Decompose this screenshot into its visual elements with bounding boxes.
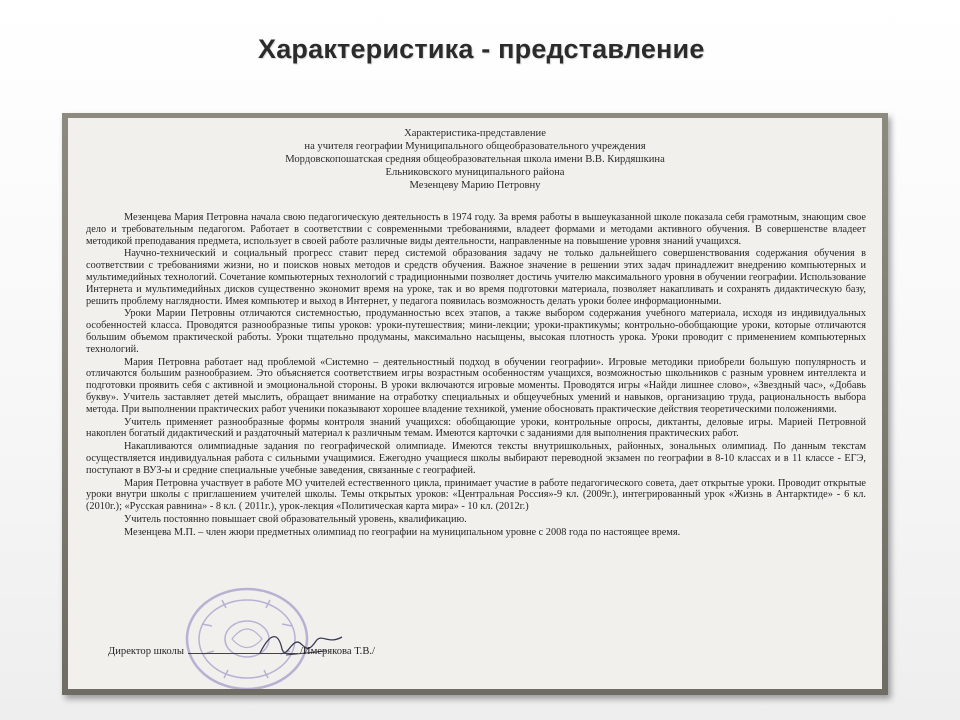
header-line-name: Мезенцеву Марию Петровну	[409, 180, 541, 191]
signature-scribble-icon	[256, 623, 346, 663]
paragraph-8: Учитель постоянно повышает свой образовательный уровень, квалификацию.	[124, 513, 467, 525]
paragraph-2: Научно-технический и социальный прогресс ставит перед системой образования задачу не только дальнейшего совершенствования содержания обучения в соответствии с требованиями жизни, но и поисков новых методов и средств обучения. Важное значение в решении этих задач принадлежит внедрению компьютерных и мультимедийных технологий. Сочетание компьютерных технологий с традиционными позволяет достичь учителю максимального уровня в обучении географии. Использование Интернета и мультимедийных дисков существенно экономит время на уроке, так и во время подготовки материала, позволяет накапливать и сохранять дидактическую базу, решить проблему наглядности. Имея компьютер и выход в Интернет, у педагога появилась возможность делать уроки более информационными.	[86, 248, 866, 307]
document-scan	[62, 113, 888, 695]
paragraph-6: Накапливаются олимпиадные задания по географической олимпиаде. Имеются тексты внутришкольных, районных, зональных олимпиад. По данным текстам осуществляется индивидуальная работа с сильными учащимися. Ежегодно учащиеся школы выбирают переводной экзамен по географии в 8-10 классах и в 11 классе - ЕГЭ, поступают в ВУЗ-ы и средние специальные учебные заведения, связанные с географией.	[86, 441, 866, 476]
header-line-district: Ельниковского муниципального района	[385, 167, 565, 178]
paragraph-5: Учитель применяет разнообразные формы контроля знаний учащихся: обобщающие уроки, контрольные опросы, диктанты, деловые игры. Марией Петровной накоплен богатый дидактический и раздаточный материал к различным темам. Имеются карточки с заданиями для выполнения практических работ.	[86, 416, 866, 440]
header-line-school: Мордовскопошатская средняя общеобразовательная школа имени В.В. Кирдяшкина	[285, 154, 665, 165]
paragraph-1: Мезенцева Мария Петровна начала свою педагогическую деятельность в 1974 году. За время работы в вышеуказанной школе показала себя грамотным, знающим свое дело и требовательным педагогом. Работает в соответствии с современными требованиями, владеет формами и методами активного обучения. В совершенстве владеет методикой преподавания предмета, использует в своей работе различные виды деятельности, направленные на повышение уровня знаний учащихся.	[86, 212, 866, 247]
paragraph-4: Мария Петровна работает над проблемой «Системно – деятельностный подход в обучении географии». Игровые методики приобрели большую популярность и отличаются большим разнообразием. Это объясняется соответствием игры возрастным особенностям учащихся, возможностью школьников с разным уровнем интеллекта и подготовки проявить себя с активной и эмоциональной стороны. В уроки включаются игровые моменты. Проводятся игры «Найди лишнее слово», «Звездный час», «Добавь букву». Учитель заставляет детей мыслить, обращает внимание на отработку специальных и общеучебных умений и навыков, организацию труда, рациональность выбора метода. При выполнении практических работ ученики показывают хорошее владение техникой, умение обосновать практические действия теоретическими положениями.	[86, 356, 866, 415]
paragraph-3: Уроки Марии Петровны отличаются системностью, продуманностью всех этапов, а также выбором содержания учебного материала, исходя из индивидуальных особенностей класса. Проводятся разнообразные типы уроков: уроки-путешествия; мини-лекции; уроки-практикумы; контрольно-обобщающие уроки, которые отличаются большим объемом практической работы. Уроки тщательно продуманы, максимально насыщены, высокая плотность урока. Уроки проводит с применением компьютерных технологий.	[86, 308, 866, 355]
document-body	[86, 206, 866, 540]
document-paper	[68, 118, 882, 689]
slide-title: Характеристика - представление	[258, 34, 705, 64]
signature-role: Директор школы	[108, 646, 184, 657]
signature-name: /Имерякова Т.В./	[299, 646, 375, 657]
paragraph-7: Мария Петровна участвует в работе МО учителей естественного цикла, принимает участие в работе педагогического совета, дает открытые уроки. Проводит открытые уроки внутри школы с приглашением учителей школы. Темы открытых уроков: «Центральная Россия»-9 кл. (2009г.), интегрированный урок «Жизнь в Антарктиде» - 6 кл. (2010г.); «Русская равнина» - 8 кл. ( 2011г.), урок-лекция «Политическая карта мира» - 10 кл. (2012г.)	[86, 477, 866, 513]
header-line-teacher: на учителя географии Муниципального общеобразовательного учреждения	[304, 141, 646, 152]
signature-line	[108, 646, 375, 657]
document-header	[68, 127, 882, 192]
paragraph-9: Мезенцева М.П. – член жюри предметных олимпиад по географии на муниципальном уровне с 2008 года по настоящее время.	[124, 526, 681, 538]
header-line-title: Характеристика-представление	[404, 128, 546, 139]
signature-underline	[188, 651, 298, 654]
